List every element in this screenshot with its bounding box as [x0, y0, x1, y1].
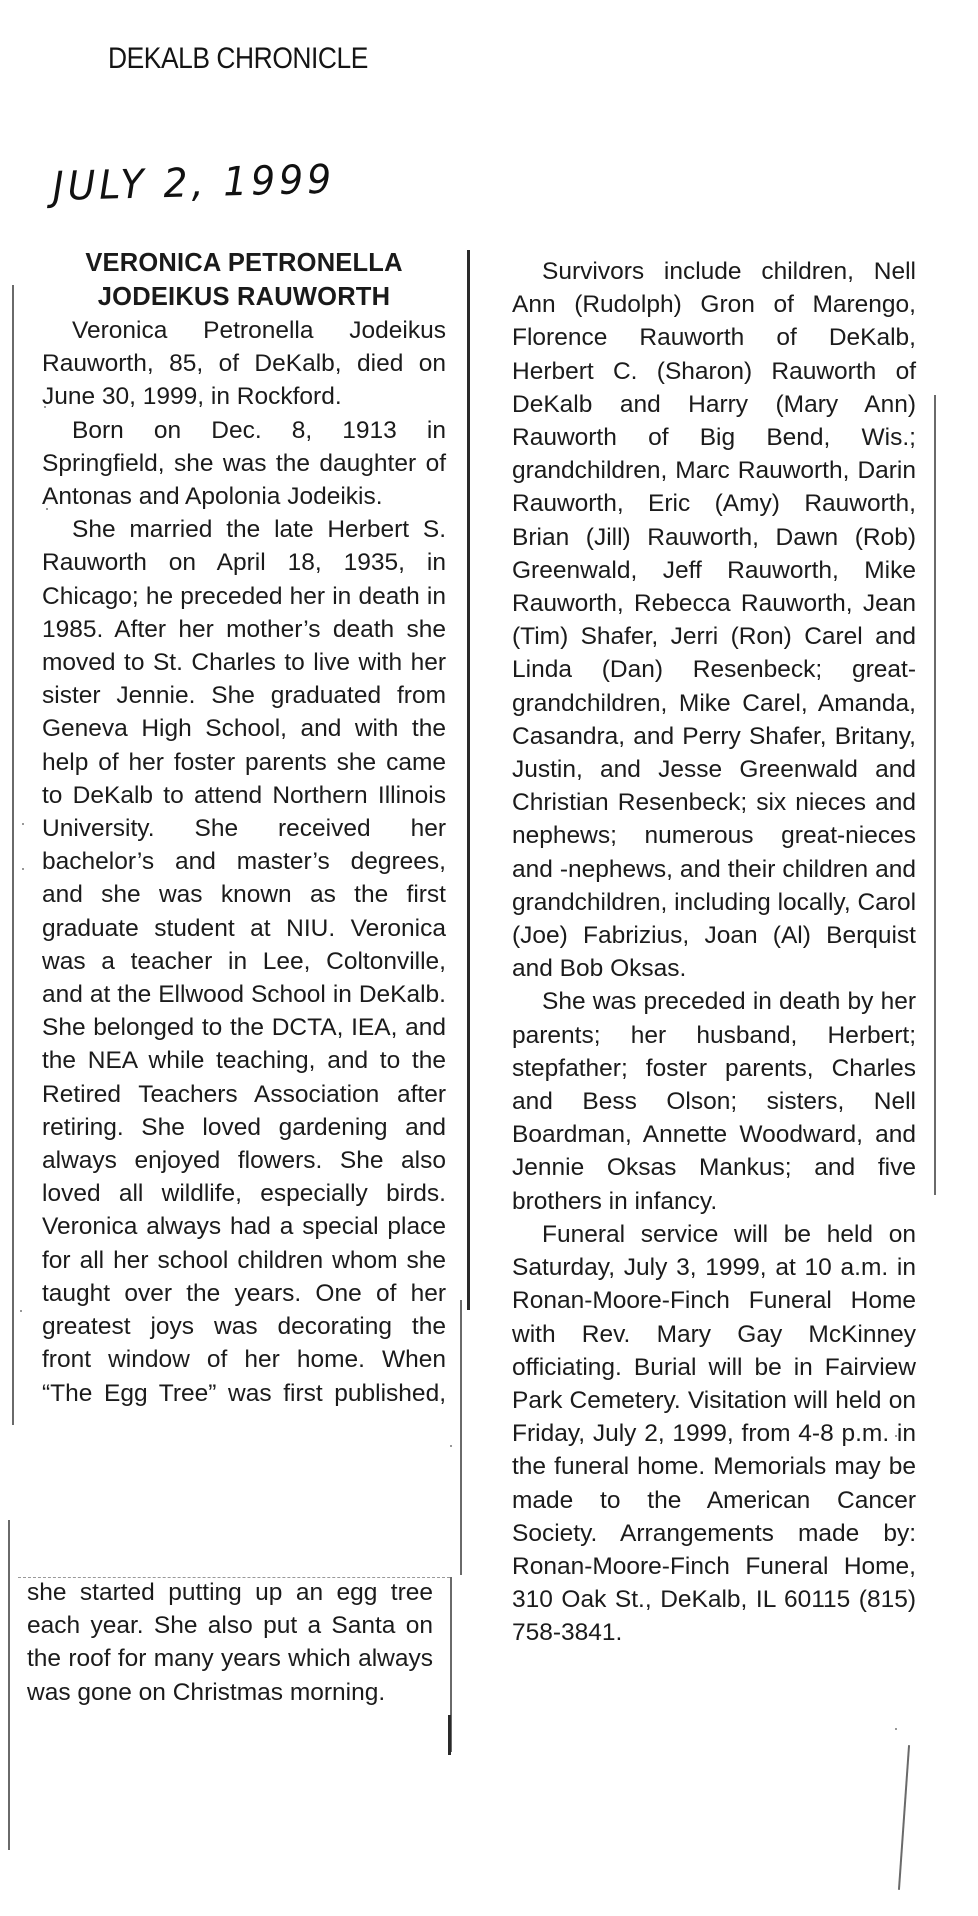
- obituary-left-column: [42, 246, 446, 1410]
- clipping-right-edge-lower: [898, 1745, 910, 1890]
- paragraph-birth: Born on Dec. 8, 1913 in Springfield, she was the daughter of Antonas and Apolonia Jodeikis.: [42, 416, 446, 511]
- scan-speck: [22, 868, 24, 870]
- clipping-right-edge: [934, 395, 936, 1195]
- paragraph-funeral-service: Funeral service will be held on Saturday, July 3, 1999, at 10 a.m. in Ronan-Moore-Finch Funeral Home with Rev. Mary Gay McKinney officiating. Burial will be in Fairview Park Cemetery. Visitation will held on Friday, July 2, 1999, from 4-8 p.m. in the funeral home. Memorials may be made to the American Cancer Society. Arrangements made by: Ronan-Moore-Finch Funeral Home, 310 Oak St., DeKalb, IL 60115 (815) 758-3841.: [512, 1220, 916, 1647]
- obituary-headline: [42, 246, 446, 314]
- obituary-left-column-continuation: [27, 1576, 433, 1709]
- scan-speck: [22, 823, 24, 825]
- newspaper-masthead: DEKALB CHRONICLE: [108, 42, 368, 75]
- column-rule-upper: [467, 250, 470, 1310]
- paragraph-death-notice: Veronica Petronella Jodeikus Rauworth, 85, of DeKalb, died on June 30, 1999, in Rockford.: [42, 317, 446, 411]
- scan-speck: [450, 1445, 452, 1447]
- column-rule-middle: [460, 1300, 462, 1575]
- paragraph-biography-continued: she started putting up an egg tree each year. She also put a Santa on the roof for many years which always was gone on Christmas morning.: [27, 1579, 433, 1706]
- paragraph-biography: She married the late Herbert S. Rauworth on April 18, 1935, in Chicago; he preceded her in death in 1985. After her mother’s death she moved to St. Charles to live with her sister Jennie. She graduated from Geneva High School, and with the help of her foster parents she came to DeKalb to attend Northern Illinois University. She received her bachelor’s and master’s degrees, and she was known as the first graduate student at NIU. Veronica was a teacher in Lee, Coltonville, and at the Ellwood School in DeKalb. She belonged to the DCTA, IEA, and the NEA while teaching, and to the Retired Teachers Association after retiring. She loved gardening and always enjoyed flowers. She also loved all wildlife, especially birds. Veronica always had a special place for all her school children whom she taught over the years. One of her greatest joys was decorating the front window of her home. When “The Egg Tree” was first published,: [42, 516, 446, 1407]
- handwritten-date: JULY 2, 1999: [52, 156, 336, 210]
- clipping-left-edge: [12, 285, 14, 1425]
- obituary-right-column: [512, 255, 916, 1650]
- column-rule-lower-dark: [448, 1715, 451, 1755]
- clipping-left-edge-lower: [8, 1520, 10, 1850]
- headline-line-1: VERONICA PETRONELLA: [85, 249, 403, 277]
- paragraph-survivors: Survivors include children, Nell Ann (Rudolph) Gron of Marengo, Florence Rauworth of DeKalb, Herbert C. (Sharon) Rauworth of DeKalb and Harry (Mary Ann) Rauworth of Big Bend, Wis.; grandchildren, Marc Rauworth, Darin Rauworth, Eric (Amy) Rauworth, Brian (Jill) Rauworth, Dawn (Rob) Greenwald, Jeff Rauworth, Mike Rauworth, Rebecca Rauworth, Jean (Tim) Shafer, Jerri (Ron) Carel and Linda (Dan) Resenbeck; great-grandchildren, Mike Carel, Amanda, Casandra, and Perry Shafer, Britany, Justin, and Jesse Greenwald and Christian Resenbeck; six nieces and nephews; numerous great-nieces and -nephews, and their children and grandchildren, including locally, Carol (Joe) Fabrizius, Joan (Al) Berquist and Bob Oksas.: [512, 258, 917, 983]
- headline-line-2: JODEIKUS RAUWORTH: [97, 283, 391, 311]
- paragraph-preceded-in-death: She was preceded in death by her parents; her husband, Herbert; stepfather; foster parents, Charles and Bess Olson; sisters, Nell Boardman, Annette Woodward, and Jennie Oksas Mankus; and five brothers in infancy.: [512, 988, 916, 1215]
- scan-speck: [895, 1728, 897, 1730]
- scan-speck: [20, 1310, 22, 1312]
